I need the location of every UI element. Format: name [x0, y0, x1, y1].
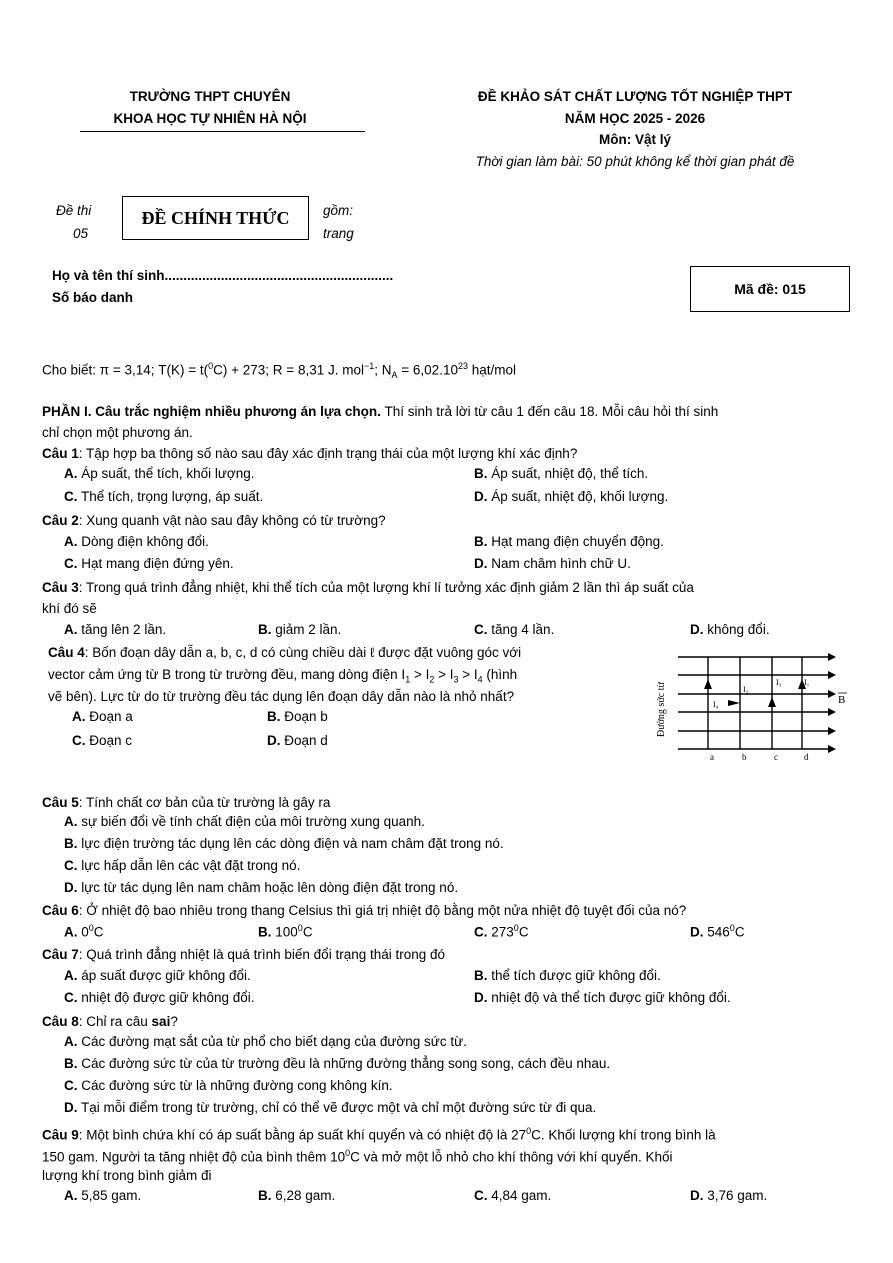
section-title: PHẦN I. Câu trắc nghiệm nhiều phương án lựa chọn.	[42, 404, 381, 419]
question-6	[42, 900, 854, 921]
q1-option-d	[474, 489, 668, 504]
q9-option-d	[690, 1188, 767, 1203]
candidate-name-label: Họ và tên thí sinh.............................................................	[52, 268, 394, 283]
current-arrow	[768, 697, 776, 707]
question-number: Câu 5	[42, 795, 79, 810]
q8-option-d	[64, 1100, 596, 1115]
option-text: 546	[707, 924, 730, 940]
question-text: vector cảm ứng từ B trong từ trường đều, mang dòng điện I	[48, 667, 406, 682]
trang-label: trang	[323, 226, 354, 241]
unit: C	[302, 924, 313, 940]
q7-option-a	[64, 968, 251, 983]
option-text: lực hấp dẫn lên các vật đặt trong nó.	[81, 858, 301, 873]
question-9	[42, 1121, 854, 1146]
option-text: sự biến đổi về tính chất điện của môi trường xung quanh.	[81, 814, 425, 829]
q1-option-c	[64, 489, 263, 504]
option-letter: C.	[64, 489, 78, 504]
q8-option-a	[64, 1034, 467, 1049]
subscript: 4	[477, 674, 483, 685]
option-text: Hạt mang điện chuyển động.	[491, 534, 664, 549]
q4-option-c	[72, 733, 132, 748]
segment-label-a: a	[710, 752, 714, 762]
option-text: Các đường mạt sắt của từ phổ cho biết dạng của đường sức từ.	[81, 1034, 467, 1049]
unit: C	[93, 924, 104, 940]
question-text: > I	[410, 667, 430, 682]
q4-option-d	[267, 733, 328, 748]
option-letter: C.	[474, 1188, 488, 1203]
option-letter: D.	[64, 1100, 78, 1115]
given-constants	[42, 356, 854, 386]
option-letter: A.	[64, 1188, 78, 1203]
subscript: 1	[405, 674, 411, 685]
option-letter: C.	[474, 924, 488, 940]
current-arrow	[704, 679, 712, 689]
option-letter: B.	[64, 1056, 78, 1071]
question-text: : Một bình chứa khí có áp suất bằng áp suất khí quyển và có nhiệt độ là 27	[78, 1127, 527, 1143]
question-text: C. Khối lượng khí trong bình là	[531, 1127, 716, 1143]
question-text: 150 gam. Người ta tăng nhiệt độ của bình thêm 10	[42, 1149, 346, 1165]
option-text: tăng 4 lần.	[491, 622, 555, 637]
option-letter: D.	[474, 556, 488, 571]
segment-label-c: c	[774, 752, 778, 762]
q3-option-c	[474, 622, 554, 637]
segment-label-d: d	[804, 752, 809, 762]
q5-option-b	[64, 836, 504, 851]
magnetic-field-figure	[650, 645, 855, 765]
current-label-i4: I₄	[713, 700, 719, 709]
option-text: 3,76 gam.	[707, 1188, 768, 1203]
question-3	[42, 577, 854, 598]
question-2	[42, 510, 854, 531]
question-number: Câu 3	[42, 580, 79, 595]
option-letter: A.	[64, 814, 78, 829]
option-text: lực từ tác dụng lên nam châm hoặc lên dòng điện đặt trong nó.	[81, 880, 459, 895]
question-text: : Bốn đoạn dây dẫn a, b, c, d có cùng chiều dài ℓ được đặt vuông góc với	[84, 645, 522, 660]
option-letter: C.	[64, 556, 78, 571]
q7-option-d	[474, 990, 731, 1005]
option-letter: C.	[64, 858, 78, 873]
question-number: Câu 2	[42, 513, 79, 528]
option-letter: B.	[267, 709, 281, 724]
q6-option-d	[690, 923, 745, 940]
option-text: Nam châm hình chữ U.	[491, 556, 631, 571]
q3-option-d	[690, 622, 770, 637]
option-letter: B.	[474, 466, 488, 481]
option-letter: B.	[474, 534, 488, 549]
current-label-i3: I₃	[776, 678, 782, 687]
arrow-head	[828, 671, 836, 679]
q3-option-a	[64, 622, 166, 637]
section-instruction-2: chỉ chọn một phương án.	[42, 425, 193, 440]
q6-option-b	[258, 923, 313, 940]
question-1	[42, 443, 854, 464]
page-count: 05	[73, 226, 89, 241]
official-exam-box	[122, 196, 309, 240]
option-letter: D.	[267, 733, 281, 748]
subscript: 2	[429, 674, 435, 685]
arrow-head	[828, 727, 836, 735]
question-text: : Xung quanh vật nào sau đây không có từ trường?	[78, 513, 386, 528]
option-letter: A.	[64, 534, 78, 549]
degree-sup: 0	[345, 1148, 351, 1158]
option-text: Tại mỗi điểm trong từ trường, chỉ có thể vẽ được một và chỉ một đường sức từ đi qua.	[81, 1100, 597, 1115]
option-text: Đoạn b	[284, 709, 328, 724]
q8-option-b	[64, 1056, 610, 1071]
option-text: 100	[275, 924, 298, 940]
question-9-cont2: lượng khí trong bình giảm đi	[42, 1168, 212, 1183]
option-text: tăng lên 2 lần.	[81, 622, 167, 637]
option-letter: A.	[64, 466, 78, 481]
segment-label-b: b	[742, 752, 747, 762]
option-text: Các đường sức từ là những đường cong không kín.	[81, 1078, 393, 1093]
option-text: lực điện trường tác dụng lên các dòng điện và nam châm đặt trong nó.	[81, 836, 504, 851]
question-text: > I	[434, 667, 454, 682]
question-7	[42, 944, 854, 965]
q5-option-a	[64, 814, 425, 829]
school-name-line1: TRƯỜNG THPT CHUYÊN	[129, 89, 291, 104]
option-letter: A.	[64, 924, 78, 940]
option-text: Áp suất, nhiệt độ, khối lượng.	[491, 489, 669, 504]
question-number: Câu 6	[42, 903, 79, 918]
degree-sup: 0	[729, 923, 735, 933]
q5-option-c	[64, 858, 300, 873]
q7-option-c	[64, 990, 255, 1005]
school-underline	[80, 131, 365, 132]
section-instruction: Thí sinh trả lời từ câu 1 đến câu 18. Mỗi câu hỏi thí sinh	[380, 404, 719, 419]
exam-code-box	[690, 266, 850, 312]
option-letter: B.	[258, 622, 272, 637]
option-letter: D.	[474, 489, 488, 504]
q9-option-a	[64, 1188, 141, 1203]
option-text: nhiệt độ được giữ không đổi.	[81, 990, 255, 1005]
question-number: Câu 4	[48, 645, 85, 660]
option-letter: D.	[690, 622, 704, 637]
question-3-cont: khí đó sẽ	[42, 601, 97, 616]
question-text: ?	[170, 1014, 178, 1029]
given-text: Cho biết: π = 3,14; T(K) = t(	[42, 362, 209, 378]
q2-option-b	[474, 534, 664, 549]
unit: C	[518, 924, 529, 940]
q8-option-c	[64, 1078, 393, 1093]
q3-option-b	[258, 622, 341, 637]
given-text: hạt/mol	[467, 362, 517, 378]
question-number: Câu 7	[42, 947, 79, 962]
option-letter: A.	[64, 622, 78, 637]
given-text: C) + 273; R = 8,31 J. mol	[213, 362, 364, 378]
question-text: : Trong quá trình đẳng nhiệt, khi thể tích của một lượng khí lí tưởng xác định giảm 2 lần thì áp suất của	[78, 580, 694, 595]
gom-label: gồm:	[323, 203, 354, 218]
question-5	[42, 792, 854, 813]
subject: Môn: Vật lý	[598, 132, 671, 147]
option-text: Hạt mang điện đứng yên.	[81, 556, 234, 571]
question-8	[42, 1011, 854, 1032]
current-label-i1: I₁	[804, 678, 810, 687]
option-text: thể tích được giữ không đổi.	[491, 968, 661, 983]
school-name-line2: KHOA HỌC TỰ NHIÊN HÀ NỘI	[113, 111, 307, 126]
option-letter: B.	[64, 836, 78, 851]
option-letter: C.	[64, 990, 78, 1005]
current-arrow-diag	[728, 700, 740, 706]
option-text: Đoạn c	[89, 733, 133, 748]
question-text: : Tập hợp ba thông số nào sau đây xác định trạng thái của một lượng khí xác định?	[78, 446, 578, 461]
field-lines-axis-label: Đường sức từ	[656, 682, 667, 737]
q5-option-d	[64, 880, 458, 895]
q6-option-a	[64, 923, 104, 940]
option-text: không đổi.	[707, 622, 770, 637]
question-text: (hình	[482, 667, 518, 682]
field-label-b: B	[838, 694, 846, 706]
option-text: 5,85 gam.	[81, 1188, 142, 1203]
q2-option-a	[64, 534, 209, 549]
q1-option-a	[64, 466, 255, 481]
official-exam-label: ĐỀ CHÍNH THỨC	[141, 207, 290, 228]
question-text: C và mở một lỗ nhỏ cho khí thông với khí quyển. Khối	[350, 1149, 673, 1165]
arrow-head	[828, 745, 836, 753]
option-text: Áp suất, nhiệt độ, thể tích.	[491, 466, 649, 481]
question-text: : Ở nhiệt độ bao nhiêu trong thang Celsius thì giá trị nhiệt độ bằng một nửa nhiệt độ tuyệt đối của nó?	[78, 903, 687, 918]
option-letter: D.	[64, 880, 78, 895]
q7-option-b	[474, 968, 661, 983]
school-year: NĂM HỌC 2025 - 2026	[564, 111, 706, 126]
candidate-id-label: Số báo danh	[52, 290, 133, 305]
option-text: 0	[81, 924, 89, 940]
option-letter: B.	[258, 1188, 272, 1203]
q1-option-b	[474, 466, 648, 481]
subscript: 3	[453, 674, 459, 685]
option-text: 273	[491, 924, 514, 940]
option-letter: A.	[64, 968, 78, 983]
option-letter: C.	[64, 1078, 78, 1093]
option-letter: C.	[474, 622, 488, 637]
q6-option-c	[474, 923, 529, 940]
option-letter: D.	[690, 1188, 704, 1203]
degree-sup: 0	[297, 923, 303, 933]
option-letter: D.	[690, 924, 704, 940]
option-text: Dòng điện không đổi.	[81, 534, 209, 549]
question-text: : Chỉ ra câu	[78, 1014, 152, 1029]
option-letter: A.	[72, 709, 86, 724]
given-sup: 23	[457, 361, 468, 371]
option-text: Đoạn d	[284, 733, 328, 748]
option-text: Áp suất, thể tích, khối lượng.	[81, 466, 255, 481]
q2-option-d	[474, 556, 631, 571]
question-4-cont2: vẽ bên). Lực từ do từ trường đều tác dụng lên đoạn dây dẫn nào là nhỏ nhất?	[48, 689, 515, 704]
question-number: Câu 1	[42, 446, 79, 461]
option-text: áp suất được giữ không đổi.	[81, 968, 251, 983]
exam-code: Mã đề: 015	[734, 281, 806, 297]
q9-option-c	[474, 1188, 551, 1203]
degree-sup: 0	[513, 923, 519, 933]
question-emphasis: sai	[151, 1014, 171, 1029]
option-text: Các đường sức từ của từ trường đều là những đường thẳng song song, cách đều nhau.	[81, 1056, 611, 1071]
question-number: Câu 8	[42, 1014, 79, 1029]
given-text: ; N	[374, 362, 392, 378]
arrow-head	[828, 653, 836, 661]
given-sub: A	[391, 370, 398, 381]
option-letter: C.	[72, 733, 86, 748]
unit: C	[734, 924, 745, 940]
question-text: > I	[458, 667, 478, 682]
question-text: : Quá trình đẳng nhiệt là quá trình biến đổi trạng thái trong đó	[78, 947, 446, 962]
question-9-cont	[42, 1143, 854, 1168]
option-text: 4,84 gam.	[491, 1188, 552, 1203]
q4-option-a	[72, 709, 133, 724]
option-letter: B.	[258, 924, 272, 940]
de-thi-label: Đề thi	[56, 203, 92, 218]
duration: Thời gian làm bài: 50 phút không kể thời gian phát đề	[475, 154, 795, 169]
given-sup: −1	[363, 361, 375, 371]
given-text: = 6,02.10	[397, 362, 458, 378]
option-letter: A.	[64, 1034, 78, 1049]
question-number: Câu 9	[42, 1127, 79, 1143]
option-letter: D.	[474, 990, 488, 1005]
option-letter: B.	[474, 968, 488, 983]
degree-sup: 0	[88, 923, 94, 933]
current-label-i2: I₂	[743, 685, 749, 694]
question-4	[48, 642, 648, 663]
exam-title: ĐỀ KHẢO SÁT CHẤT LƯỢNG TỐT NGHIỆP THPT	[477, 89, 793, 104]
degree-sup: 0	[526, 1126, 532, 1136]
option-text: Thể tích, trọng lượng, áp suất.	[81, 489, 264, 504]
option-text: 6,28 gam.	[275, 1188, 336, 1203]
arrow-head	[828, 690, 836, 698]
option-text: nhiệt độ và thể tích được giữ không đổi.	[491, 990, 731, 1005]
q9-option-b	[258, 1188, 335, 1203]
q4-option-b	[267, 709, 328, 724]
option-text: giảm 2 lần.	[275, 622, 342, 637]
given-sup: 0	[208, 361, 214, 371]
option-text: Đoạn a	[89, 709, 133, 724]
question-text: : Tính chất cơ bản của từ trường là gây ra	[78, 795, 331, 810]
q2-option-c	[64, 556, 234, 571]
section-header	[42, 401, 854, 422]
arrow-head	[828, 708, 836, 716]
